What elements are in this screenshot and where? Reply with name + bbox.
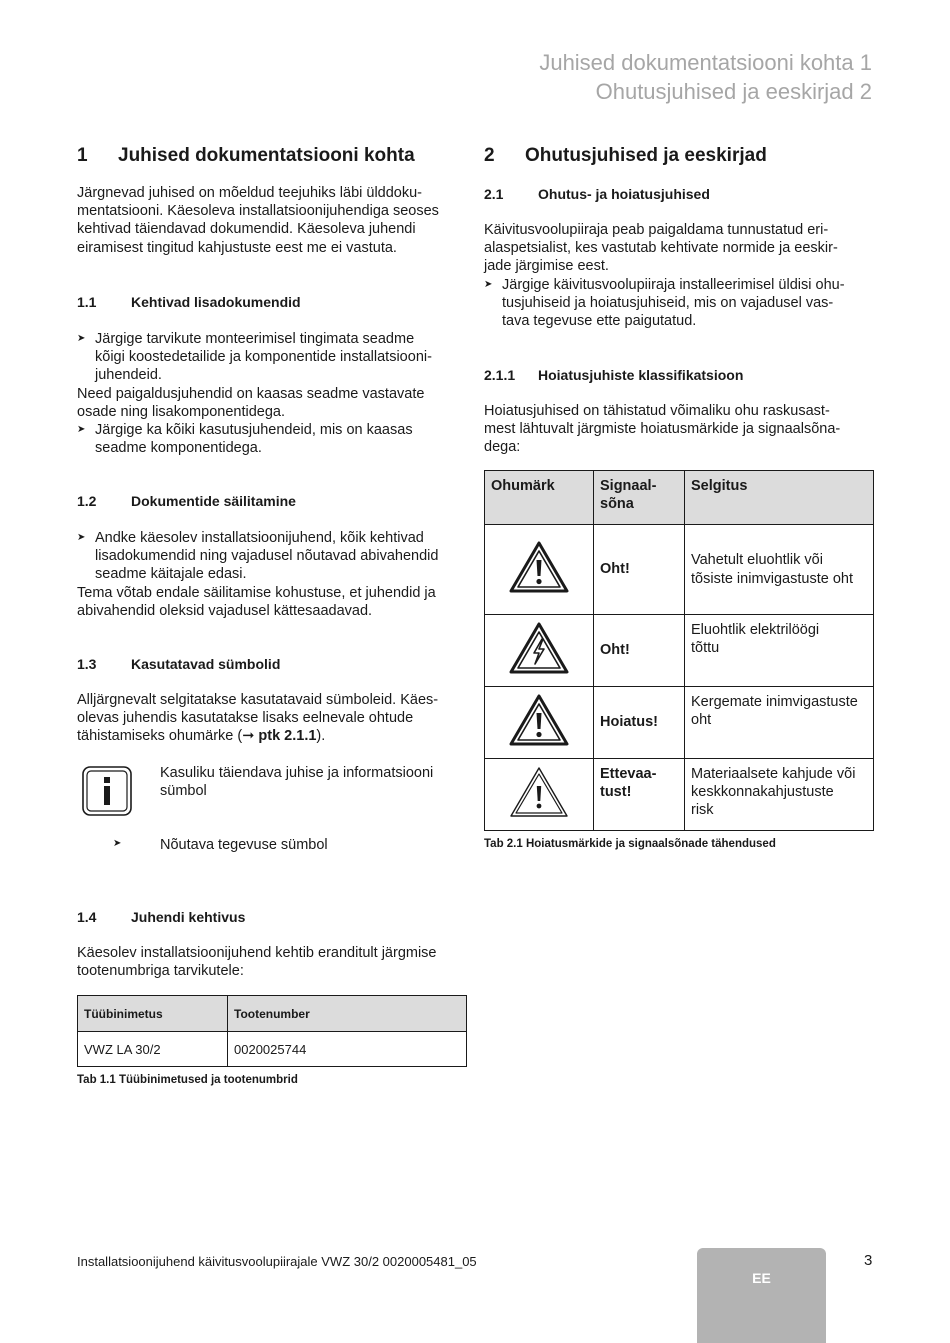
table-cell: 0020025744 [228,1032,467,1067]
text-line: tusjuhiseid ja hoiatusjuhiseid, mis on vajadusel vas- [502,294,834,311]
text-line: Järgnevad juhised on mõeldud teejuhiks läbi ülddoku- [77,185,423,201]
section-title: Ohutusjuhised ja eeskirjad [525,145,767,166]
text-line: alaspetsialist, kes vastutab kehtivate normide ja eeskir- [484,240,838,257]
section-1-3-body [77,691,467,746]
table-row [485,759,874,831]
section-2-1-1-heading [484,365,743,385]
text-line: Tema võtab endale säilitamise kohustuse, et juhendid ja [77,584,436,601]
explanation-cell [685,615,874,687]
table-row [485,525,874,615]
section-2-heading [484,144,767,168]
text-line [77,727,467,745]
table-2-1-caption: Tab 2.1 Hoiatusmärkide ja signaalsõnade tähendused [484,838,776,850]
action-symbol-description: Nõutava tegevuse sümbol [160,837,328,853]
section-1-4-body [77,944,469,980]
table-header-cell: Ohumärk [485,471,594,525]
section-number: 1 [77,145,88,166]
section-1-4-heading [77,907,245,927]
text-line: tõttu [691,640,720,657]
section-title: Hoiatusjuhiste klassifikatsioon [538,367,744,383]
signal-word: Oht! [594,525,685,615]
text-line: eiramisest tingitud kahjustuste eest me ei vastuta. [77,239,397,256]
text-line: Need paigaldusjuhendid on kaasas seadme vastavate [77,385,425,402]
table-header-row [78,996,467,1032]
text-line: Vahetult eluohtlik või [691,552,823,569]
text-line: Kergemate inimvigastuste [691,694,858,710]
section-1-body [77,184,467,257]
text-line: Andke käesolev installatsioonijuhend, kõik kehtivad [95,530,424,546]
section-1-1-heading [77,292,301,312]
table-row [485,687,874,759]
text-line: Järgige tarvikute monteerimisel tingimata seadme [95,331,415,347]
text-fragment: tähistamiseks ohumärke ( [77,728,243,745]
bullet-arrow-icon: ➤ [77,532,86,543]
text-line: risk [691,802,714,819]
section-1-2-body [77,529,467,620]
bullet-item [77,529,467,584]
section-title: Dokumentide säilitamine [131,493,296,509]
section-title: Kasutatavad sümbolid [131,656,281,672]
section-2-1-body [484,221,876,330]
text-line: Ettevaa- [600,766,657,782]
table-header-cell: Tüübinimetus [78,996,228,1032]
text-fragment: ). [316,728,326,745]
text-line: Materiaalsete kahjude või [691,766,856,782]
table-cell: VWZ LA 30/2 [78,1032,228,1067]
table-header-cell: Selgitus [685,471,874,525]
footer-text: Installatsioonijuhend käivitusvoolupiirajale VWZ 30/2 0020005481_05 [77,1254,477,1269]
product-table [77,995,467,1067]
text-line: keskkonnakahjustuste [691,784,834,801]
section-2-1-1-body [484,402,876,457]
table-row [78,1032,467,1067]
text-line: Käesolev installatsioonijuhend kehtib eranditult järgmise [77,945,437,961]
bullet-arrow-icon: ➤ [77,424,86,436]
text-line: oht [691,712,712,729]
text-line: olevas juhendis kasutatakse lisaks eelnevale ohtude [77,710,414,727]
text-line: Kasuliku täiendava juhise ja informatsiooni [160,765,434,781]
language-tab: EE [697,1248,826,1343]
text-line: juhendeid. [95,367,162,384]
section-number: 1.4 [77,909,97,925]
section-title: Juhendi kehtivus [131,909,246,925]
text-line: Käivitusvoolupiiraja peab paigaldama tunnustatud eri- [484,222,829,238]
section-1-1-body [77,330,467,457]
signal-word [594,759,685,831]
table-header-cell: Tootenumber [228,996,467,1032]
chapter-reference[interactable]: ptk 2.1.1 [254,728,317,745]
section-number: 1.2 [77,493,97,509]
section-number: 2.1.1 [484,367,516,383]
text-line: kehtivad täiendavad dokumendid. Käesoleva juhendi [77,221,416,238]
text-line: Alljärgnevalt selgitatakse kasutatavaid sümboleid. Käes- [77,692,439,708]
table-1-1-caption: Tab 1.1 Tüübinimetused ja tootenumbrid [77,1074,298,1086]
explanation-cell [685,759,874,831]
bullet-item [484,276,876,331]
bullet-item [77,421,467,457]
text-line: Järgige ka kõiki kasutusjuhendeid, mis on kaasas [95,422,413,439]
text-line: osade ning lisakomponentidega. [77,403,285,420]
text-line: tava tegevuse ette paigutatud. [502,313,697,330]
explanation-cell [685,687,874,759]
section-number: 2 [484,145,495,166]
warning-exclamation-icon [485,525,594,615]
text-line: kõigi koostedetailide ja komponentide installatsiooni- [95,349,432,366]
text-line: seadme komponentidega. [95,440,262,457]
section-title: Ohutus- ja hoiatusjuhised [538,186,710,202]
running-header-line-1: Juhised dokumentatsiooni kohta 1 [539,50,872,75]
section-1-2-heading [77,491,296,511]
text-line: seadme käitajale edasi. [95,566,247,583]
info-symbol-description [160,764,465,800]
table-header-row [485,471,874,525]
text-line: lisadokumendid ning vajadusel nõutavad abivahendid [95,548,439,565]
section-1-3-heading [77,654,280,674]
text-line: tootenumbriga tarvikutele: [77,963,244,980]
section-number: 2.1 [484,186,504,202]
signal-word: Hoiatus! [594,687,685,759]
warning-table [484,470,874,831]
text-line: sõna [600,496,634,513]
info-icon [82,766,132,821]
text-line: Hoiatusjuhised on tähistatud võimaliku ohu raskusast- [484,403,830,419]
section-1-heading [77,144,415,168]
text-line: abivahendid oleksid vajadusel kättesaadavad. [77,602,373,619]
text-line: Eluohtlik elektrilöögi [691,622,820,638]
text-line: Signaal- [600,478,657,494]
text-line: jade järgimise eest. [484,258,609,275]
bullet-item [77,330,467,385]
signal-word: Oht! [594,615,685,687]
warning-electric-icon [485,615,594,687]
caution-exclamation-icon [485,759,594,831]
bullet-arrow-icon: ➤ [484,278,493,290]
text-line: Järgige käivitusvoolupiiraja installeerimisel üldisi ohu- [502,276,845,293]
text-line: mest lähtuvalt järgmiste hoiatusmärkide ja signaalsõna- [484,421,841,438]
text-line: mentatsiooni. Käesoleva installatsioonijuhendiga seoses [77,203,439,220]
section-number: 1.3 [77,656,97,672]
running-header [539,48,872,106]
section-title: Kehtivad lisadokumendid [131,294,301,310]
warning-exclamation-icon [485,687,594,759]
text-line: tust! [600,784,632,801]
table-header-cell [594,471,685,525]
table-row [485,615,874,687]
page-number: 3 [864,1252,873,1269]
explanation-cell [685,525,874,615]
action-arrow-icon: ➤ [113,838,122,849]
reference-arrow-icon: ➞ [242,728,255,745]
section-title: Juhised dokumentatsiooni kohta [118,145,415,166]
section-2-1-heading [484,184,710,204]
text-line: sümbol [160,783,207,800]
section-number: 1.1 [77,294,97,310]
bullet-arrow-icon: ➤ [77,333,86,344]
running-header-line-2: Ohutusjuhised ja eeskirjad 2 [595,79,872,104]
text-line: tõsiste inimvigastuste oht [691,570,853,587]
text-line: dega: [484,439,521,456]
